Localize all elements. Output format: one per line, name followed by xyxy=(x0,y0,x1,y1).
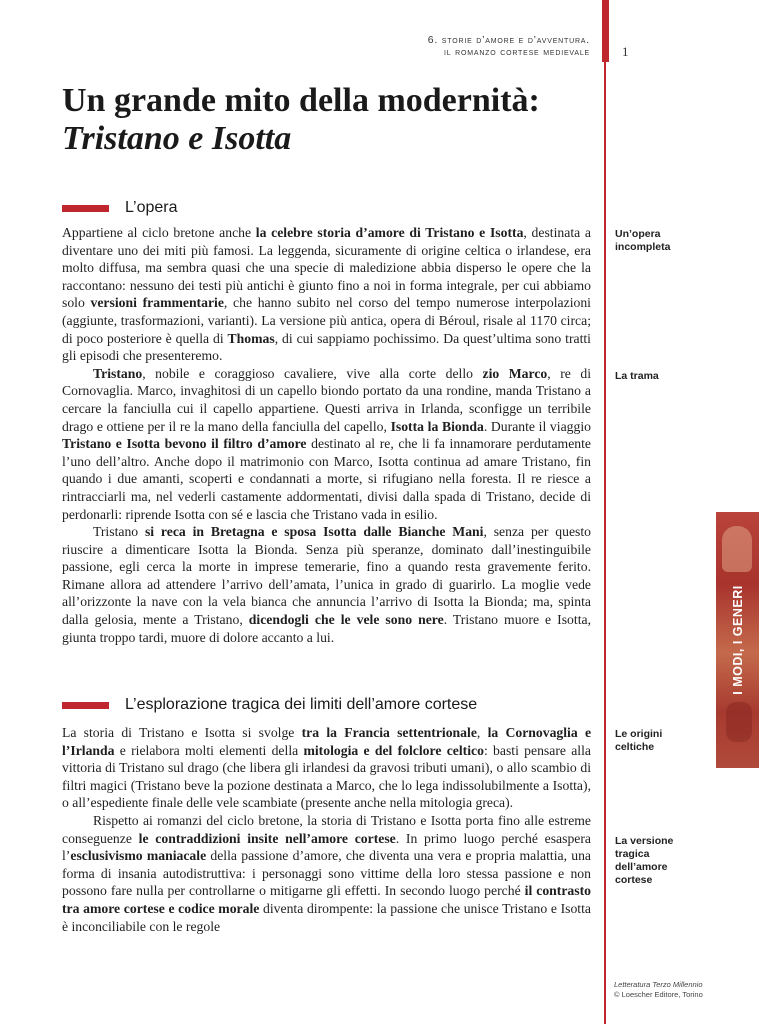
footer-credits xyxy=(614,980,754,1000)
running-head xyxy=(300,34,590,58)
section-thumb-tab xyxy=(716,512,759,768)
tab-image-detail xyxy=(722,526,752,572)
paragraph: Tristano, nobile e coraggioso cavaliere, vive alla corte dello zio Marco, re di Cornovaglia. Marco, invaghitosi di un capello biondo portato da una rondine, manda Tristano a cercare la fanciulla cui il capello appartiene. Questi arriva in Irlanda, sconfigge un terribile drago e ottiene per il re la mano della fanciulla del capello, Isotta la Bionda. Durante il viaggio Tristano e Isotta bevono il filtro d’amore destinato al re, che li fa innamorare perdutamente l’uno dell’altro. Anche dopo il matrimonio con Marco, Isotta continua ad amare Tristano, fin quando i due amanti, scoperti e condannati a morte, si rifugiano nella foresta. Il re riesce a rintracciarli ma, nel vederli castamente addormentati, divisi dalla spada di Tristano, decide di perdonarli: riprende Isotta con sé e lascia che Tristano vada in esilio. xyxy=(62,365,592,522)
footer-publisher: © Loescher Editore, Torino xyxy=(614,990,703,999)
chapter-line-1: 6. storie d’amore e d’avventura. xyxy=(427,34,590,46)
section-title: L’opera xyxy=(125,199,178,216)
body-text-esplorazione xyxy=(62,724,591,935)
section-marker xyxy=(62,702,109,709)
paragraph: La storia di Tristano e Isotta si svolge tra la Francia settentrionale, la Cornovaglia e l’Irlanda e rielabora molti elementi della mitologia e del folclore celtico: basti pensare alla vittoria di Tristano sul drago (che libera gli irlandesi da gravosi tributi umani), o allo scambio di filtri magici (Tristano beve la pozione destinata a Marco, che lo lega indissolubilmente a Isotta), o all’espediente finale delle vele scambiate (presente anche nella mitologia greca). xyxy=(62,725,592,811)
section-title: L’esplorazione tragica dei limiti dell’amore cortese xyxy=(125,696,478,713)
tab-label: I MODI, I GENERI xyxy=(730,585,745,695)
margin-rule xyxy=(604,62,606,1024)
section-heading-opera xyxy=(62,196,178,220)
paragraph: Appartiene al ciclo bretone anche la celebre storia d’amore di Tristano e Isotta, destinata a diventare uno dei miti più famosi. La leggenda, sicuramente di origine celtica o irlandese, era molto diffusa, ma sembra quasi che una specie di maledizione abbia disperso le opere che la raccontano: nessuno dei testi più antichi è giunto fino a noi in forma integrale, per cui abbiamo solo versioni frammentarie, che hanno subito nel corso del tempo numerose interpolazioni (aggiunte, trasformazioni, varianti). La versione più antica, opera di Béroul, risale al 1170 circa; di poco posteriore è quella di Thomas, di cui sappiamo pochissimo. Da quest’ultima sono tratti gli episodi che presenteremo. xyxy=(62,225,591,364)
sidenote-trama: La trama xyxy=(615,370,659,382)
body-text-opera xyxy=(62,224,591,646)
title-line-1: Un grande mito della modernità: xyxy=(62,82,540,119)
section-marker xyxy=(62,205,109,212)
margin-rule-top xyxy=(602,0,609,62)
sidenote-versione: La versione tragica dell’amore cortese xyxy=(615,835,674,886)
paragraph: Rispetto ai romanzi del ciclo bretone, la storia di Tristano e Isotta porta fino alle estreme conseguenze le contraddizioni insite nell’amore cortese. In primo luogo perché esaspera l’esclusivismo maniacale della passione d’amore, che diventa una vera e propria malattia, una forma di insania autodistruttiva: i personaggi sono vittime della loro stessa passione e non possono fare nulla per controllarne o mitigarne gli effetti. In secondo luogo perché il contrasto tra amore cortese e codice morale diventa dirompente: la passione che unisce Tristano e Isotta è inconciliabile con le regole xyxy=(62,812,592,934)
title-line-2: Tristano e Isotta xyxy=(62,120,292,157)
chapter-line-2: il romanzo cortese medievale xyxy=(443,46,590,58)
page-title xyxy=(62,82,592,158)
tab-image-detail xyxy=(726,702,752,742)
paragraph: Tristano si reca in Bretagna e sposa Isotta dalle Bianche Mani, senza per questo riuscire a dimenticare Isotta la Bionda. Senza più speranze, dominato dall’inestinguibile passione, egli cerca la morte in imprese temerarie, fino a quando resta gravemente ferito. Rimane allora ad attendere l’arrivo dell’amata, l’unica in grado di guarirlo. La moglie vede all’orizzonte la nave con la vela bianca che annuncia l’arrivo di Isotta la Bionda; ma, spinta dalla gelosia, mente a Tristano, dicendogli che le vele sono nere. Tristano muore e Isotta, giunta troppo tardi, muore di dolore accanto a lui. xyxy=(62,524,591,645)
sidenote-origini: Le origini celtiche xyxy=(615,728,663,753)
section-heading-esplorazione xyxy=(62,693,477,717)
footer-book-title: Letteratura Terzo Millennio xyxy=(614,980,703,989)
page-number: 1 xyxy=(622,44,629,59)
sidenote-opera-incompleta: Un’opera incompleta xyxy=(615,228,671,253)
